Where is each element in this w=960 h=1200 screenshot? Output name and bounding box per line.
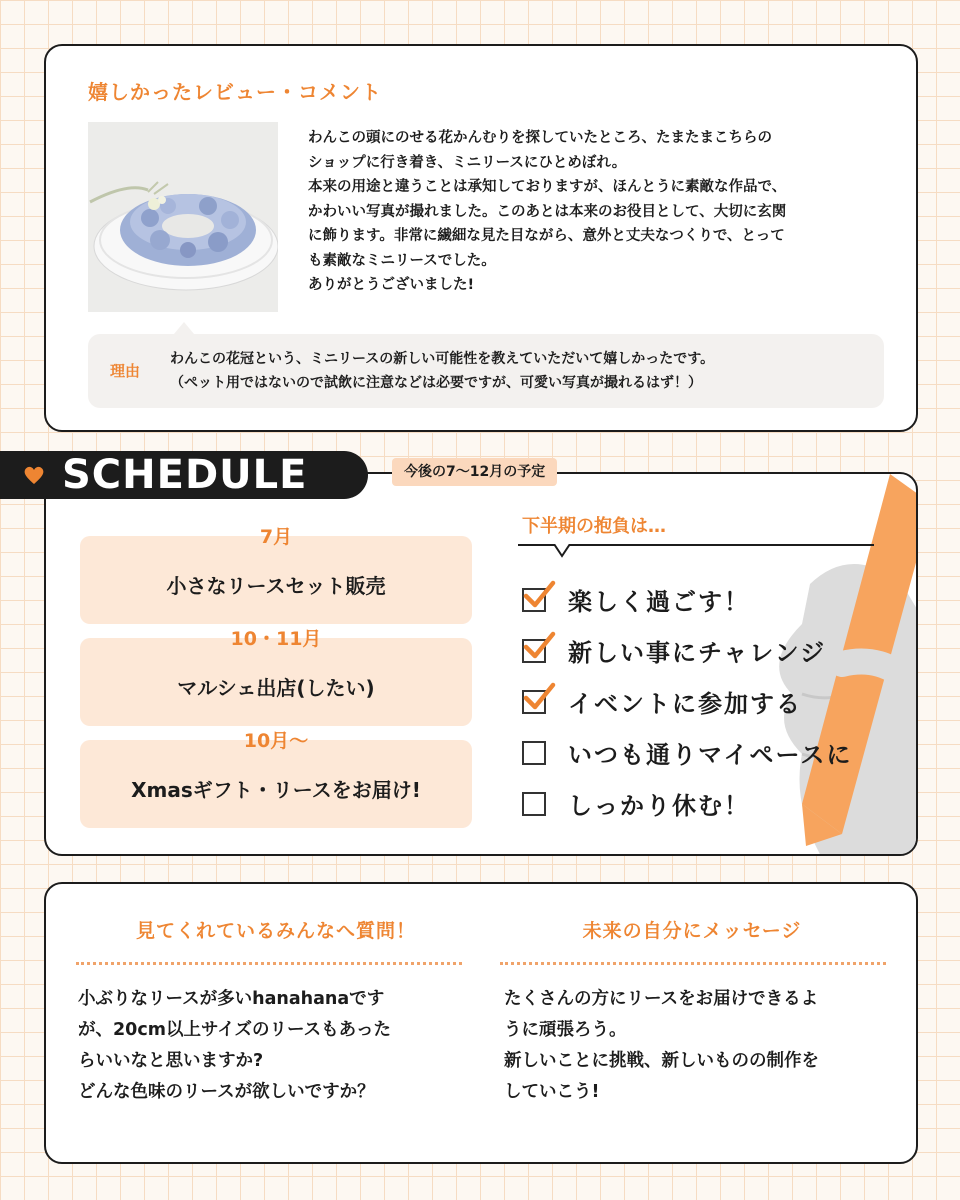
event-box-1 [80,526,472,624]
event-month: 7月 [259,526,293,548]
event-month: 10月〜 [243,730,309,752]
question-text: 小ぶりなリースが多いhanahanaです が、20cm以上サイズのリースもあった らいいなと思いますか? どんな色味のリースが欲しいですか？ [78,989,392,1102]
speech-notch-icon [554,544,570,558]
goal-label: 楽しく過ごす！ [568,588,750,616]
check-icon [522,631,556,661]
reason-label: 理由 [110,362,141,380]
event-box-3 [80,730,472,828]
goals-title: 下半期の抱負は… [522,516,666,537]
dotted-divider [76,962,462,965]
review-comment: わんこの頭にのせる花かんむりを探していたところ、たまたまこちらの ショップに行き着き、ミニリースにひとめぼれ。 本来の用途と違うことは承知しておりますが、ほんとうに素敵な作品で、 かわいい写真が撮れました。このあとは本来のお役目として、大切に玄関 に飾ります。非常に繊細な見た目ながら、意外と丈夫なつくりで、とって も素敵なミニリースでした。 ありがとうございました! [308,130,787,293]
checkbox[interactable] [522,690,546,714]
goal-label: いつも通りマイペースに [568,741,853,769]
reason-box [88,334,884,408]
schedule-banner [0,451,368,499]
event-box-2 [80,628,472,726]
event-title: マルシェ出店(したい) [177,676,375,700]
question-title: 見てくれているみんなへ質問！ [135,920,416,942]
review-card [44,44,918,432]
goal-label: しっかり休む！ [568,792,750,820]
message-card [44,882,918,1164]
message-title: 未来の自分にメッセージ [582,920,802,942]
heart-icon [22,463,46,487]
check-icon [522,580,556,610]
wreath-photo [88,122,278,312]
checkbox[interactable] [522,639,546,663]
goal-label: イベントに参加する [568,690,802,718]
schedule-title: SCHEDULE [62,452,308,498]
check-icon [522,682,556,712]
schedule-card [44,472,918,856]
dotted-divider [500,962,886,965]
checkbox[interactable] [522,741,546,765]
schedule-subtitle: 今後の7〜12月の予定 [392,458,557,486]
checkbox[interactable] [522,792,546,816]
message-text: たくさんの方にリースをお届けできるよ うに頑張ろう。 新しいことに挑戦、新しいものの制作を していこう! [504,989,819,1102]
event-month: 10・11月 [230,628,322,650]
event-title: 小さなリースセット販売 [166,574,386,598]
goals-divider [518,544,874,546]
event-title: Xmasギフト・リースをお届け! [131,778,421,802]
goal-label: 新しい事にチャレンジ [568,639,827,667]
reason-text: わんこの花冠という、ミニリースの新しい可能性を教えていただいて嬉しかったです。 （ペット用ではないので試飲に注意などは必要ですが、可愛い写真が撮れるはず！） [170,351,715,391]
checkbox[interactable] [522,588,546,612]
review-title: 嬉しかったレビュー・コメント [88,80,382,104]
